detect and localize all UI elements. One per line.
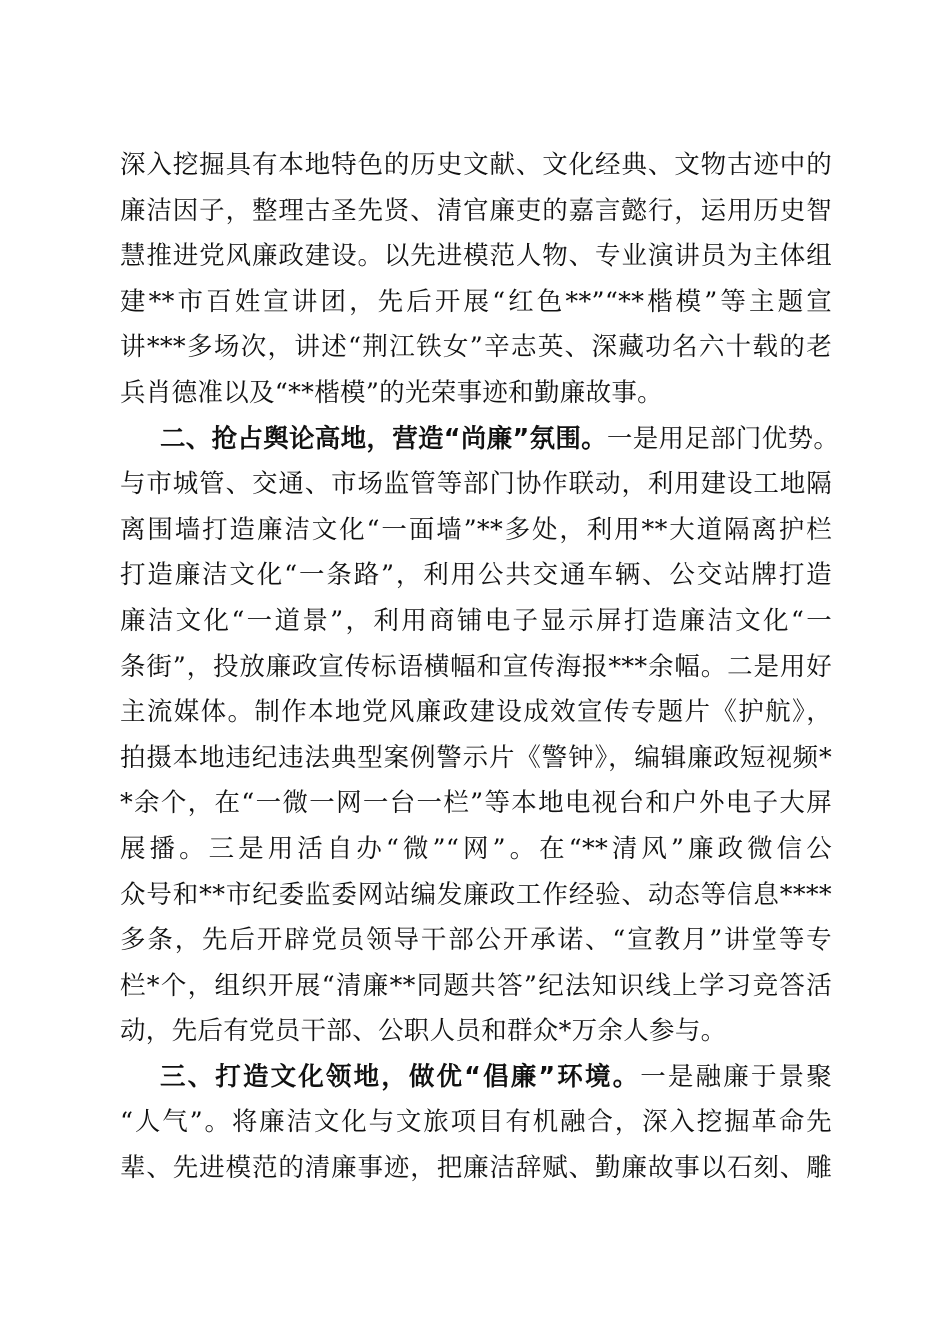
section-heading-line	[120, 417, 840, 463]
text-line: 动，先后有党员干部、公职人员和群众*万余人参与。	[120, 1016, 727, 1047]
section-heading-line	[120, 1055, 832, 1101]
section-heading-2: 二、抢占舆论高地，营造“尚廉”氛围。	[160, 423, 607, 454]
text-line: 栏*个，组织开展“清廉**同题共答”纪法知识线上学习竞答活	[120, 970, 832, 1001]
text-line: 拍摄本地违纪违法典型案例警示片《警钟》，编辑廉政短视频*	[120, 742, 832, 773]
text-line: 辈、先进模范的清廉事迹，把廉洁辞赋、勤廉故事以石刻、雕	[120, 1153, 832, 1184]
text-line: 兵肖德准以及“**楷模”的光荣事迹和勤廉故事。	[120, 377, 663, 408]
text-line: 廉洁因子，整理古圣先贤、清官廉吏的嘉言懿行，运用历史智	[120, 195, 832, 226]
text-line: 慧推进党风廉政建设。以先进模范人物、专业演讲员为主体组	[120, 241, 832, 272]
text-line: “人气”。将廉洁文化与文旅项目有机融合，深入挖掘革命先	[120, 1107, 832, 1138]
text-line: 与市城管、交通、市场监管等部门协作联动，利用建设工地隔	[120, 469, 832, 500]
text-line: 展播。三是用活自办“微”“网”。在“**清风”廉政微信公	[120, 833, 832, 864]
paragraph-3	[120, 1055, 832, 1192]
text-line: 深入挖掘具有本地特色的历史文献、文化经典、文物古迹中的	[120, 150, 832, 180]
paragraph-1	[120, 143, 832, 417]
text-line: 建**市百姓宣讲团，先后开展“红色**”“**楷模”等主题宣	[120, 286, 832, 317]
text-line: *余个，在“一微一网一台一栏”等本地电视台和户外电子大屏	[120, 788, 832, 819]
text-line: 众号和**市纪委监委网站编发廉政工作经验、动态等信息****	[120, 879, 832, 910]
text-line: 离围墙打造廉洁文化“一面墙”**多处，利用**大道隔离护栏	[120, 514, 832, 545]
paragraph-2	[120, 417, 840, 1055]
text-run: 一是用足部门优势。	[606, 423, 840, 454]
text-run: 一是融廉于景聚	[640, 1061, 832, 1092]
document-page	[120, 143, 840, 1192]
text-line: 讲***多场次，讲述“荆江铁女”辛志英、深藏功名六十载的老	[120, 332, 832, 363]
text-line: 主流媒体。制作本地党风廉政建设成效宣传专题片《护航》，	[120, 697, 832, 728]
text-line: 廉洁文化“一道景”，利用商铺电子显示屏打造廉洁文化“一	[120, 605, 832, 636]
text-line: 打造廉洁文化“一条路”，利用公共交通车辆、公交站牌打造	[120, 560, 832, 591]
text-line: 条街”，投放廉政宣传标语横幅和宣传海报***余幅。二是用好	[120, 651, 832, 682]
section-heading-3: 三、打造文化领地，做优“倡廉”环境。	[160, 1061, 641, 1092]
text-line: 多条，先后开辟党员领导干部公开承诺、“宣教月”讲堂等专	[120, 925, 832, 956]
